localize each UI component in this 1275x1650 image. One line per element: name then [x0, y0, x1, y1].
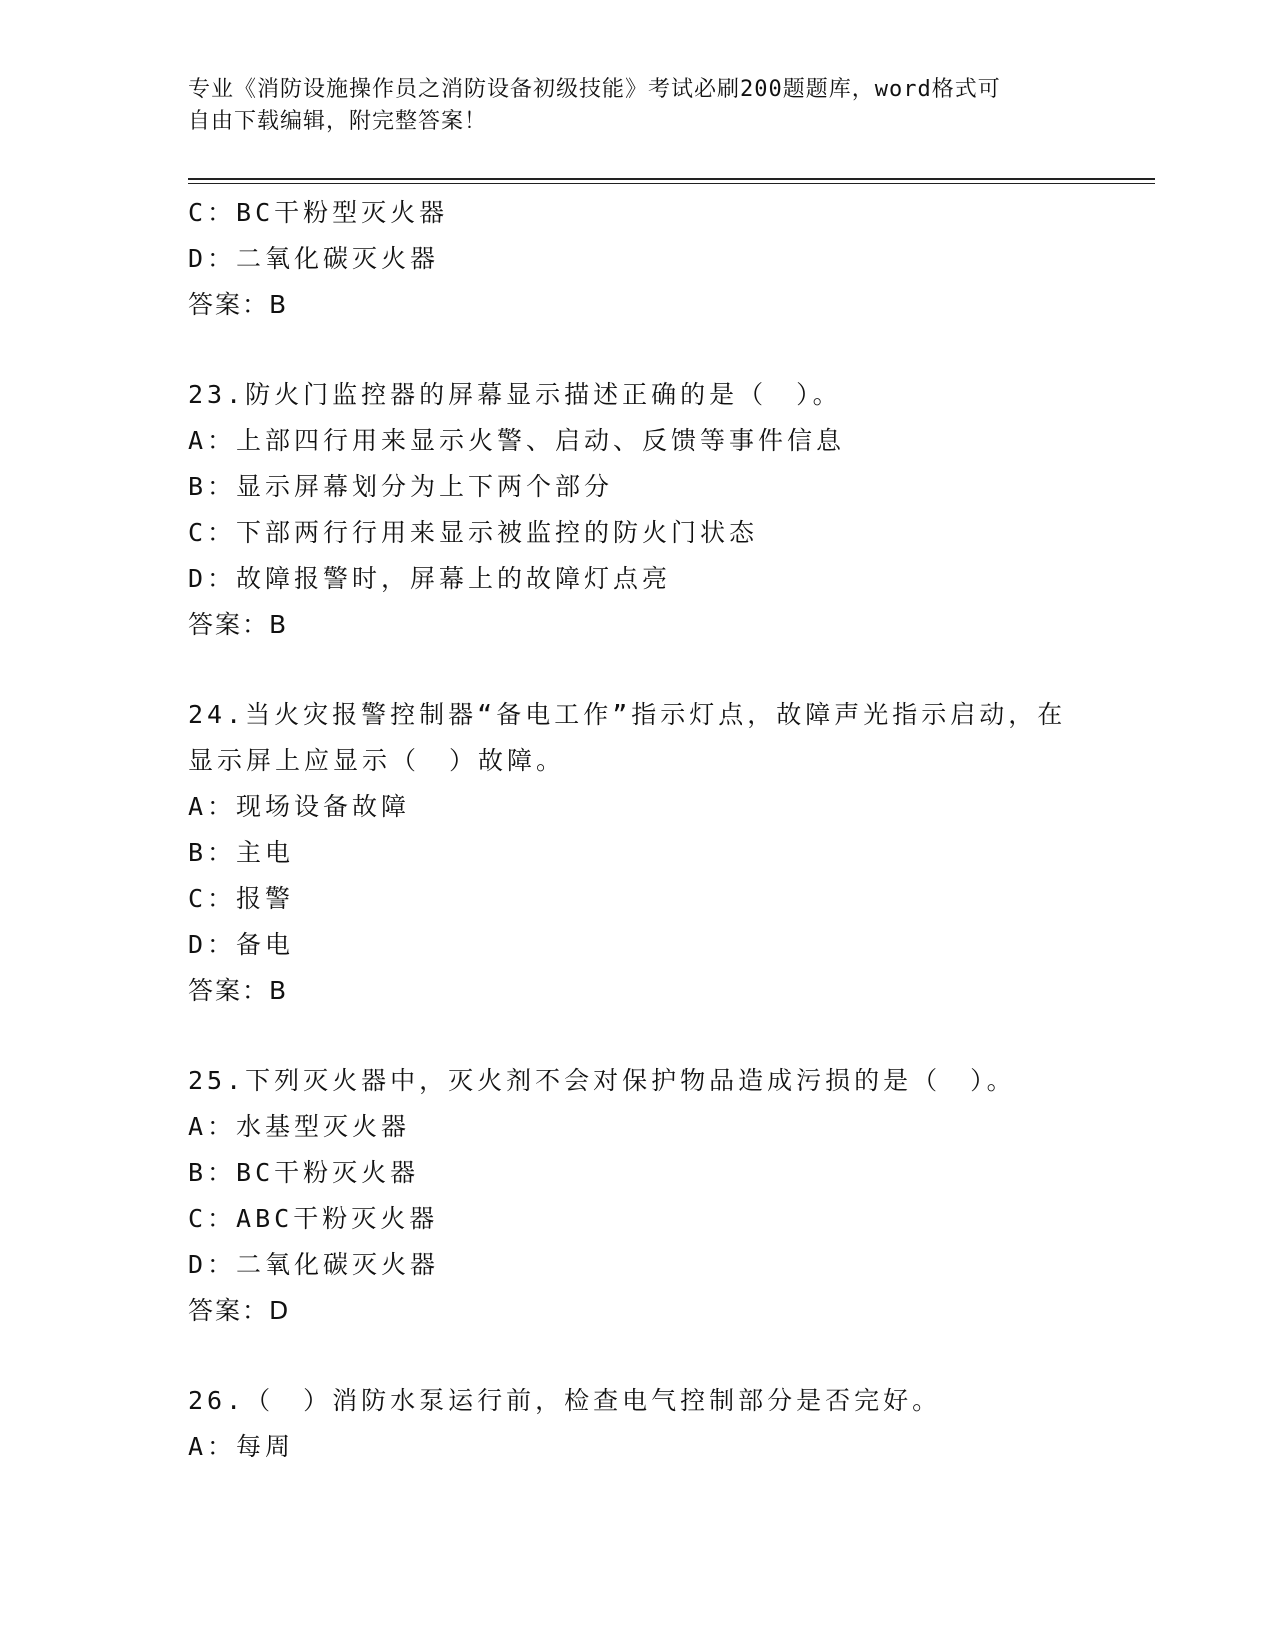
- question-list: [188, 190, 1108, 1470]
- question-stem: 26.（ ）消防水泵运行前，检查电气控制部分是否完好。: [188, 1386, 942, 1415]
- spacer: [188, 328, 1108, 372]
- option-b: B：BC干粉灭火器: [188, 1158, 420, 1187]
- document-header: [188, 74, 1088, 138]
- spacer: [188, 648, 1108, 692]
- question-24: [188, 692, 1108, 1014]
- option-d: D：二氧化碳灭火器: [188, 1250, 440, 1279]
- option-c: C：BC干粉型灭火器: [188, 198, 449, 227]
- question-23: [188, 372, 1108, 648]
- question-stem-line-1: 24.当火灾报警控制器“备电工作”指示灯点，故障声光指示启动，在: [188, 700, 1067, 729]
- question-stem-line-2: 显示屏上应显示（ ）故障。: [188, 746, 566, 775]
- option-a: A：水基型灭火器: [188, 1112, 411, 1141]
- option-c: C：下部两行行用来显示被监控的防火门状态: [188, 518, 759, 547]
- option-d: D：备电: [188, 930, 295, 959]
- question-25: [188, 1058, 1108, 1334]
- header-title-line-1: 专业《消防设施操作员之消防设备初级技能》考试必刷200题题库，word格式可: [188, 77, 1001, 102]
- option-a: A：每周: [188, 1432, 295, 1461]
- option-d: D：故障报警时，屏幕上的故障灯点亮: [188, 564, 672, 593]
- answer-line: 答案：B: [188, 610, 289, 639]
- option-b: B：显示屏幕划分为上下两个部分: [188, 472, 614, 501]
- option-a: A：上部四行用来显示火警、启动、反馈等事件信息: [188, 426, 846, 455]
- option-c: C：ABC干粉灭火器: [188, 1204, 439, 1233]
- option-d: D：二氧化碳灭火器: [188, 244, 440, 273]
- option-a: A：现场设备故障: [188, 792, 411, 821]
- header-title-line-2: 自由下载编辑，附完整答案！: [188, 109, 488, 134]
- header-divider-thick: [188, 178, 1155, 180]
- answer-line: 答案：D: [188, 1296, 291, 1325]
- spacer: [188, 1334, 1108, 1378]
- answer-line: 答案：B: [188, 976, 289, 1005]
- header-divider-thin: [188, 183, 1155, 184]
- option-b: B：主电: [188, 838, 295, 867]
- question-26: [188, 1378, 1108, 1470]
- question-22-continued: [188, 190, 1108, 328]
- question-stem: 23.防火门监控器的屏幕显示描述正确的是（ ）。: [188, 380, 842, 409]
- spacer: [188, 1014, 1108, 1058]
- question-stem: 25.下列灭火器中，灭火剂不会对保护物品造成污损的是（ ）。: [188, 1066, 1016, 1095]
- option-c: C：报警: [188, 884, 295, 913]
- answer-line: 答案：B: [188, 290, 289, 319]
